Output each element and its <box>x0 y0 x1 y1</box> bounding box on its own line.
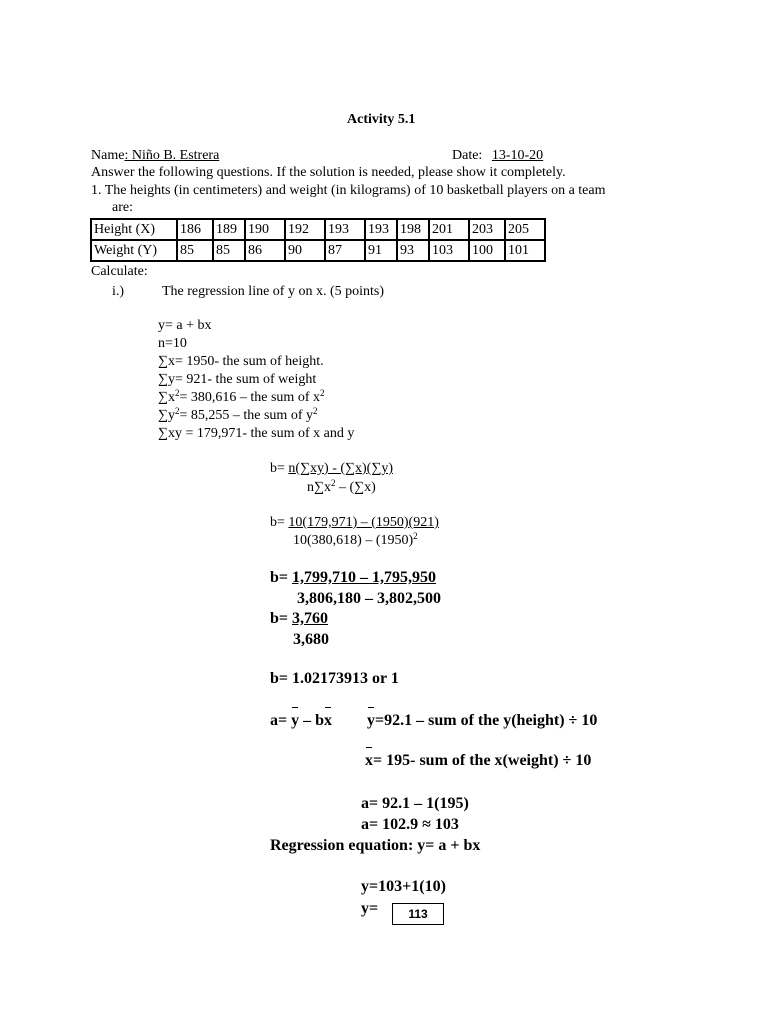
item-number: i.) <box>112 284 125 299</box>
data-table <box>90 218 546 262</box>
name-row <box>91 148 219 164</box>
text-span: n∑x <box>307 480 331 495</box>
fraction-numerator: 10(179,971) – (1950)(921) <box>288 515 439 530</box>
given-sum-xy: ∑xy = 179,971- the sum of x and y <box>158 426 355 441</box>
y-bar-symbol: y <box>291 712 300 729</box>
b-formula-denominator <box>307 480 376 496</box>
table-cell: 91 <box>365 240 397 261</box>
x-bar-symbol: x <box>324 712 333 729</box>
text-span: b= <box>270 515 289 530</box>
given-sum-x: ∑x= 1950- the sum of height. <box>158 354 324 369</box>
table-cell: 100 <box>469 240 505 261</box>
fraction-numerator: n(∑xy) - (∑x)(∑y) <box>288 461 393 476</box>
superscript: 2 <box>319 388 325 398</box>
date-label: Date: <box>452 148 483 163</box>
y-label: y= <box>361 900 379 917</box>
table-cell: 85 <box>177 240 213 261</box>
table-row-weight <box>91 240 545 261</box>
fraction-numerator: 3,760 <box>292 610 329 627</box>
item-text: The regression line of y on x. (5 points) <box>162 284 385 299</box>
given-sum-y: ∑y= 921- the sum of weight <box>158 372 317 387</box>
table-cell: 90 <box>285 240 325 261</box>
table-cell: 87 <box>325 240 365 261</box>
text-span: = 85,255 – the sum of y <box>179 408 313 423</box>
regression-equation: Regression equation: y= a + bx <box>270 837 481 854</box>
table-cell: 186 <box>177 219 213 240</box>
text-span: a= <box>270 712 292 729</box>
text-span: 10(380,618) – (1950) <box>293 533 414 548</box>
superscript: 2 <box>174 388 180 398</box>
b-formula-numerator <box>270 461 393 477</box>
b-calc2-denominator: 3,680 <box>293 631 329 648</box>
b-sub-denominator <box>293 533 418 549</box>
text-span: b= <box>270 569 293 586</box>
b-result: b= 1.02173913 or 1 <box>270 670 399 687</box>
table-cell: 192 <box>285 219 325 240</box>
given-formula: y= a + bx <box>158 318 212 333</box>
fraction-numerator: 1,799,710 – 1,795,950 <box>292 569 437 586</box>
y-bar-line <box>367 712 597 730</box>
text-span: = 380,616 – the sum of x <box>179 390 320 405</box>
superscript: 2 <box>312 406 318 416</box>
question-1-cont: are: <box>112 200 133 215</box>
superscript: 2 <box>174 406 180 416</box>
calculate-label: Calculate: <box>91 264 148 279</box>
superscript: 2 <box>413 531 418 541</box>
table-cell: 86 <box>245 240 285 261</box>
answer-box: 113 <box>392 903 444 925</box>
b-sub-numerator <box>270 515 439 531</box>
x-bar-line <box>365 752 591 770</box>
table-cell: 198 <box>397 219 429 240</box>
b-calc2-numerator <box>270 610 328 628</box>
given-sum-y2 <box>158 408 317 424</box>
row-header: Height (X) <box>91 219 177 240</box>
date-row <box>452 148 543 164</box>
table-cell: 103 <box>429 240 469 261</box>
table-cell: 85 <box>213 240 245 261</box>
table-cell: 101 <box>505 240 545 261</box>
table-cell: 193 <box>365 219 397 240</box>
table-cell: 193 <box>325 219 365 240</box>
question-1: 1. The heights (in centimeters) and weight (in kilograms) of 10 basketball players on a team <box>91 183 606 198</box>
text-span: = 195- sum of the x(weight) ÷ 10 <box>373 752 592 769</box>
row-header: Weight (Y) <box>91 240 177 261</box>
y-bar-symbol: y <box>367 712 375 729</box>
b-calc1-denominator: 3,806,180 – 3,802,500 <box>297 590 441 607</box>
page-title: Activity 5.1 <box>347 112 416 127</box>
instructions: Answer the following questions. If the solution is needed, please show it completely. <box>91 165 566 180</box>
text-span: ∑y <box>158 408 175 423</box>
x-bar-symbol: x <box>365 752 373 769</box>
given-sum-x2 <box>158 390 324 406</box>
text-span: b= <box>270 461 289 476</box>
text-span: ∑x <box>158 390 175 405</box>
a-formula <box>270 712 332 730</box>
text-span: b= <box>270 610 293 627</box>
a-calc2: a= 102.9 ≈ 103 <box>361 816 459 833</box>
a-calc1: a= 92.1 – 1(195) <box>361 795 469 812</box>
table-cell: 190 <box>245 219 285 240</box>
superscript: 2 <box>330 478 336 488</box>
table-cell: 203 <box>469 219 505 240</box>
y-calc: y=103+1(10) <box>361 878 446 895</box>
table-cell: 93 <box>397 240 429 261</box>
table-cell: 205 <box>505 219 545 240</box>
date-value: 13-10-20 <box>491 148 544 163</box>
text-span: – (∑x) <box>335 480 376 495</box>
name-label: Name <box>91 148 125 163</box>
table-cell: 201 <box>429 219 469 240</box>
given-n: n=10 <box>158 336 187 351</box>
b-calc1-numerator <box>270 569 436 587</box>
text-span: – b <box>299 712 325 729</box>
text-span: =92.1 – sum of the y(height) ÷ 10 <box>375 712 598 729</box>
table-row-height <box>91 219 545 240</box>
name-value: : Niño B. Estrera <box>124 148 220 163</box>
table-cell: 189 <box>213 219 245 240</box>
